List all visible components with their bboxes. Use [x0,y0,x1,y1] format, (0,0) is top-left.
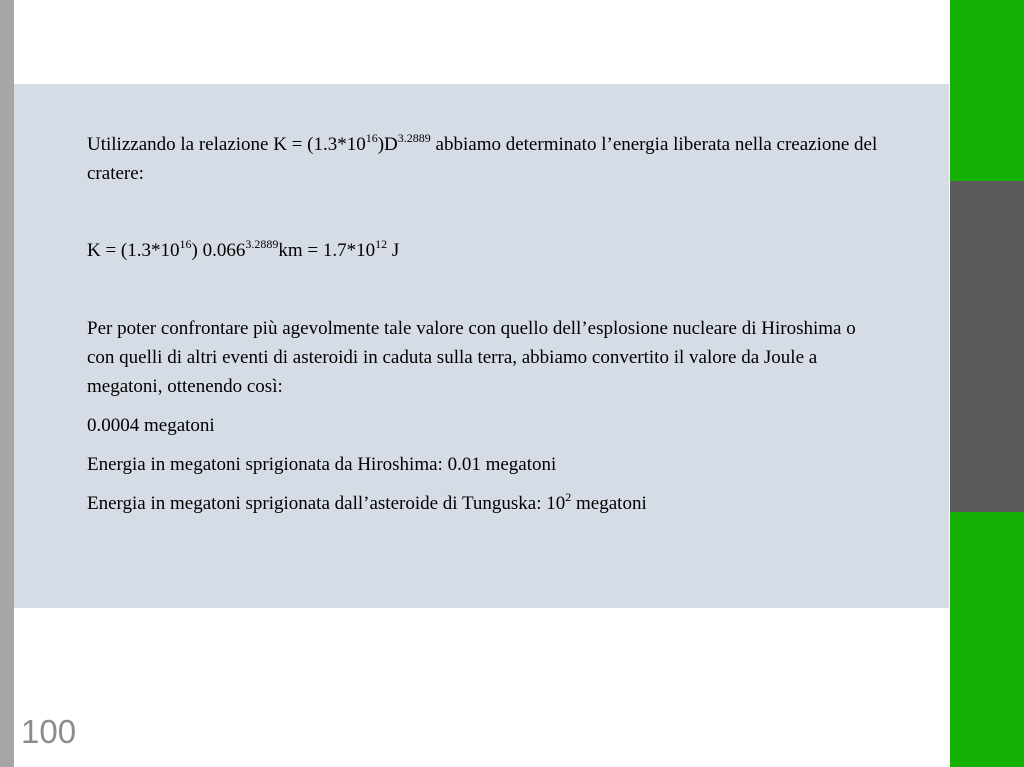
right-accent-band-top [950,0,1024,181]
intro-exponent-16: 16 [365,130,378,145]
intro-text-diameter: )D [377,134,398,155]
left-accent-bar [0,0,14,767]
tunguska-comparison [87,489,887,518]
tunguska-text-start: Energia in megatoni sprigionata dall’asteroide di Tunguska: 10 [87,493,566,514]
intro-exponent-3-2889: 3.2889 [397,130,431,145]
hiroshima-comparison: Energia in megatoni sprigionata da Hiroshima: 0.01 megatoni [87,454,557,475]
slide-text-body [87,130,887,518]
formula-exponent-12: 12 [375,236,388,251]
right-accent-band-bottom [950,512,1024,767]
page-number: 100 [21,713,77,750]
tunguska-exponent-2: 2 [565,489,572,504]
right-accent-band-middle [950,181,1024,512]
formula-exponent-3-2889: 3.2889 [245,236,279,251]
intro-text-end: abbiamo determinato l’energia liberata nella creazione del cratere: [87,134,878,184]
content-panel [14,84,949,608]
formula-text-start: K = (1.3*10 [87,240,180,261]
tunguska-text-end: megatoni [571,493,647,514]
megaton-result: 0.0004 megatoni [87,415,215,436]
intro-paragraph [87,130,887,188]
formula-text-result: km = 1.7*10 [278,240,376,261]
intro-text-start: Utilizzando la relazione K = (1.3*10 [87,134,366,155]
energy-formula [87,236,887,265]
formula-text-diameter-value: ) 0.066 [191,240,246,261]
formula-exponent-16: 16 [179,236,192,251]
formula-text-unit: J [387,240,400,261]
conversion-explanation: Per poter confrontare più agevolmente tale valore con quello dell’esplosione nucleare di Hiroshima o con quelli di altri eventi di asteroidi in caduta sulla terra, abbiamo convertito il valore da Joule a megatoni, ottenendo così: [87,318,856,397]
